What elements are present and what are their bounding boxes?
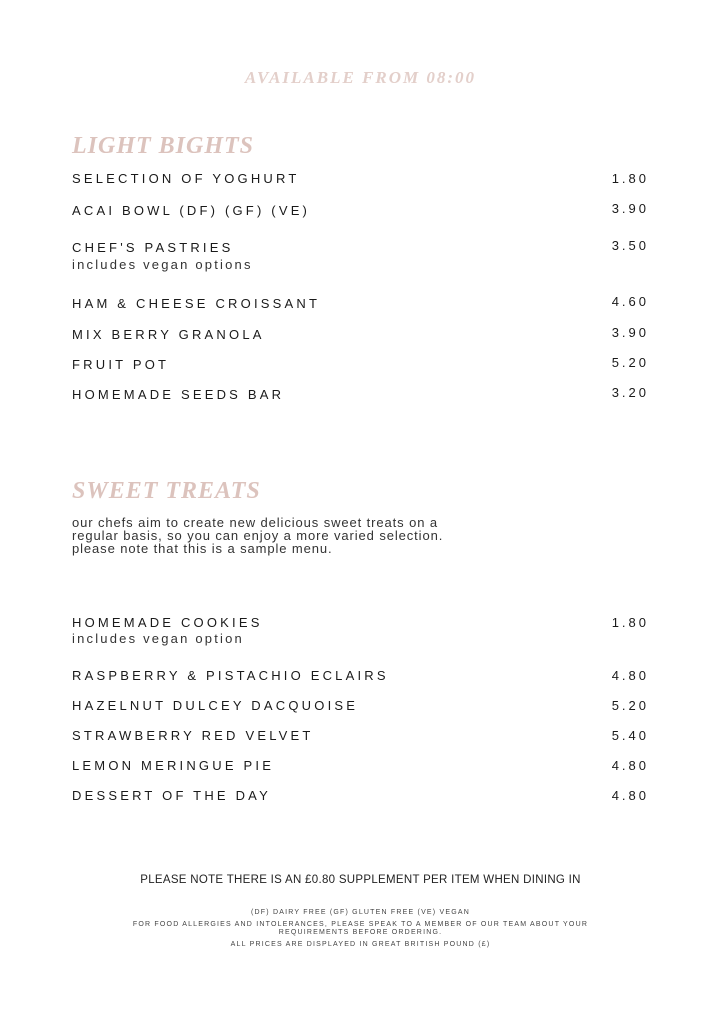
menu-item-price: 3.50 (611, 238, 649, 253)
menu-item-price: 4.80 (611, 788, 649, 803)
allergy-note: FOR FOOD ALLERGIES AND INTOLERANCES, PLEASE SPEAK TO A MEMBER OF OUR TEAM ABOUT YOUR REQUIREMENTS BEFORE ORDERING. (132, 921, 589, 936)
intro-line: regular basis, so you can enjoy a more varied selection. (72, 528, 444, 543)
menu-item-price: 1.80 (611, 615, 649, 630)
intro-line: our chefs aim to create new delicious sweet treats on a (72, 515, 438, 530)
menu-item-price: 5.20 (611, 698, 649, 713)
menu-item-name: ACAI BOWL (DF) (GF) (VE) (72, 203, 311, 218)
menu-item-name: HOMEMADE SEEDS BAR (72, 387, 285, 402)
menu-item-name: DESSERT OF THE DAY (72, 788, 271, 803)
sweet-treats-intro (72, 516, 522, 555)
menu-item-price: 1.80 (611, 171, 649, 186)
section-heading-sweet-treats: SWEET TREATS (72, 478, 261, 504)
menu-item-name: RASPBERRY & PISTACHIO ECLAIRS (72, 668, 389, 683)
availability-banner: AVAILABLE FROM 08:00 (244, 68, 477, 87)
menu-item-price: 5.20 (611, 355, 649, 370)
menu-item-name: HAZELNUT DULCEY DACQUOISE (72, 698, 359, 713)
menu-item-name: STRAWBERRY RED VELVET (72, 728, 314, 743)
menu-item-name: FRUIT POT (72, 357, 170, 372)
menu-item-note: includes vegan option (72, 631, 244, 646)
menu-item-price: 4.80 (611, 758, 649, 773)
menu-item-price: 4.60 (611, 294, 649, 309)
menu-item-price: 3.90 (611, 201, 649, 216)
menu-item-name: HOMEMADE COOKIES (72, 615, 263, 630)
menu-item-note: includes vegan options (72, 257, 253, 272)
section-heading-light-bites: LIGHT BIGHTS (72, 133, 255, 159)
menu-item-name: MIX BERRY GRANOLA (72, 327, 265, 342)
menu-item-name: HAM & CHEESE CROISSANT (72, 296, 321, 311)
supplement-note: PLEASE NOTE THERE IS AN £0.80 SUPPLEMENT PER ITEM WHEN DINING IN (140, 874, 581, 886)
menu-item-price: 5.40 (611, 728, 649, 743)
menu-item-price: 3.20 (611, 385, 649, 400)
menu-item-name: LEMON MERINGUE PIE (72, 758, 275, 773)
menu-item-price: 4.80 (611, 668, 649, 683)
menu-item-name: SELECTION OF YOGHURT (72, 171, 300, 186)
menu-item-name: CHEF'S PASTRIES (72, 240, 234, 255)
menu-item-price: 3.90 (611, 325, 649, 340)
intro-line: please note that this is a sample menu. (72, 541, 333, 556)
currency-note: ALL PRICES ARE DISPLAYED IN GREAT BRITISH POUND (£) (230, 941, 491, 948)
dietary-legend: (DF) DAIRY FREE (GF) GLUTEN FREE (VE) VEGAN (251, 909, 470, 916)
